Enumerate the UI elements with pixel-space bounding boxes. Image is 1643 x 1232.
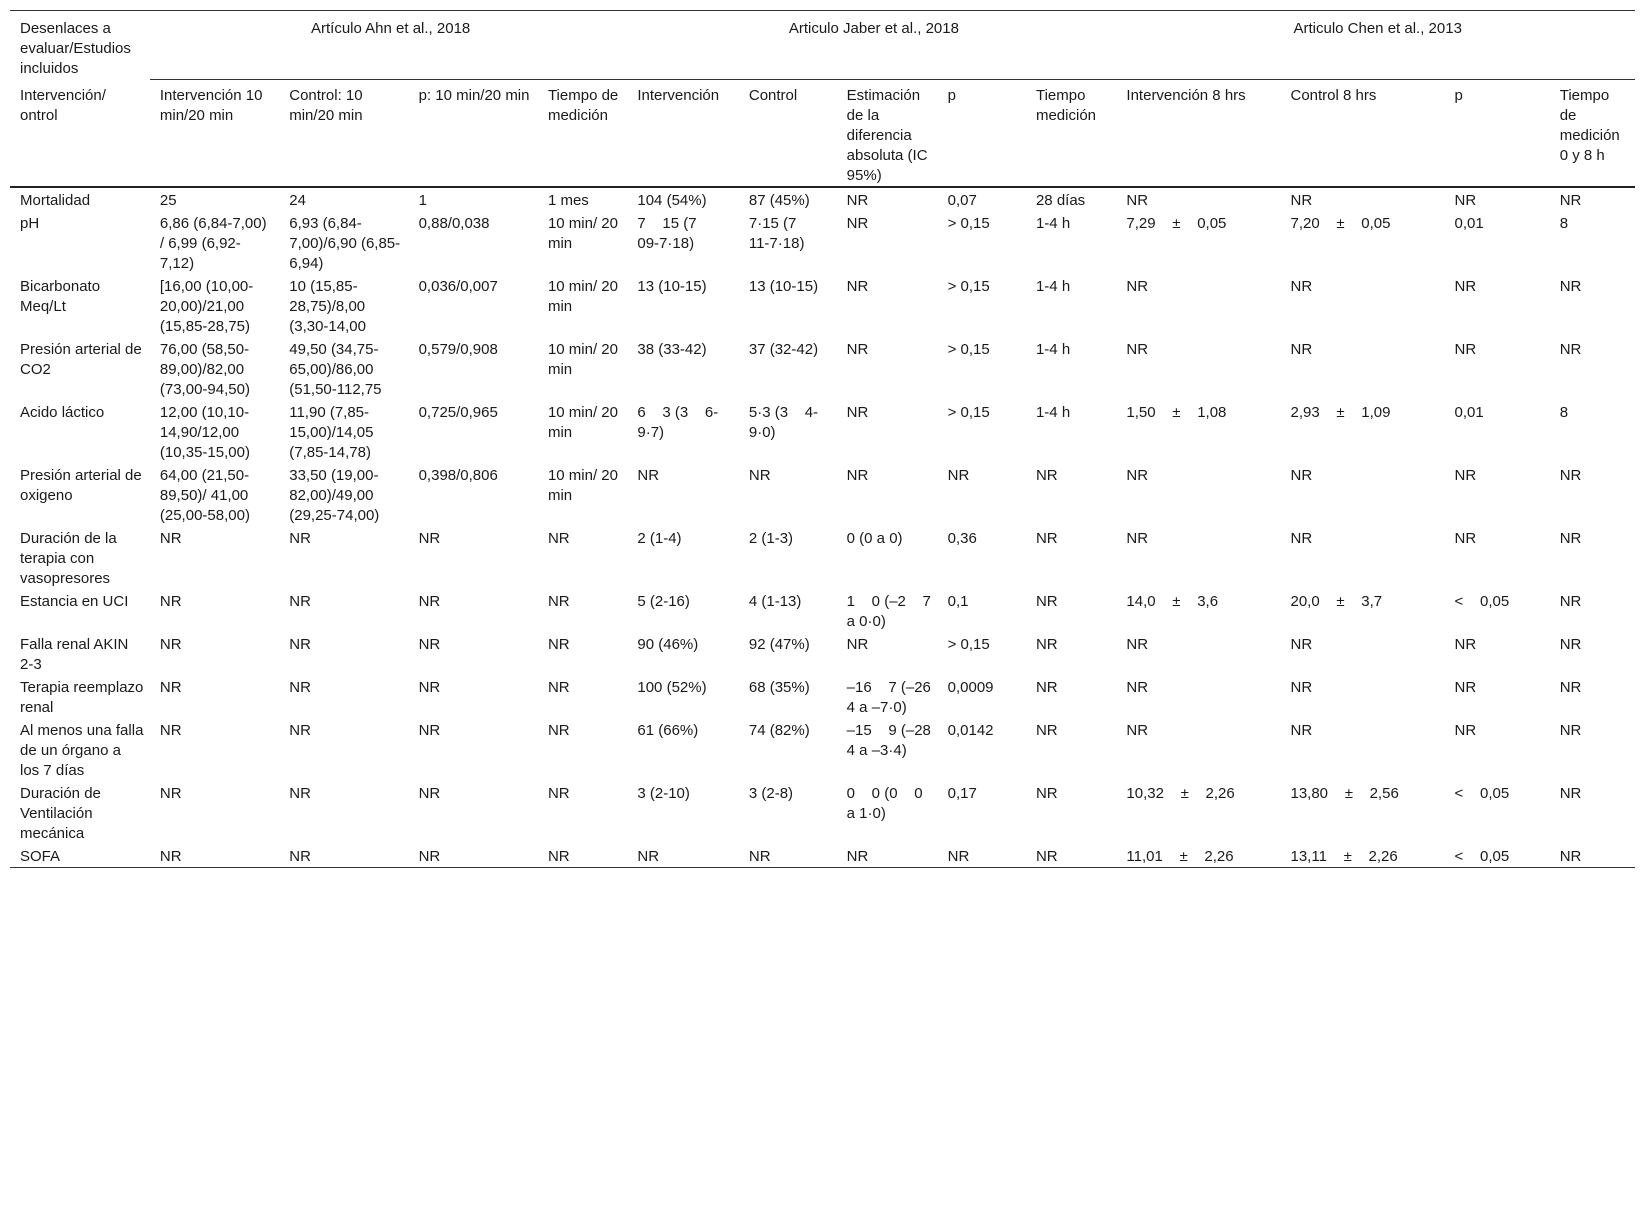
table-cell: NR [289,785,311,802]
table-cell: 92 (47%) [748,636,810,653]
row-label: Presión arterial de CO2 [20,341,142,378]
table-cell: NR [289,722,311,739]
table-cell: 68 (35%) [748,679,810,696]
table-cell: 1-4 h [1035,341,1071,358]
table-cell: 2,93 ± 1,09 [1290,404,1391,421]
table-cell: NR [1126,530,1149,547]
study-header-jaber: Articulo Jaber et al., 2018 [627,11,1116,80]
column-header: Intervención 10 min/20 min [150,80,279,188]
table-cell: 0,036/0,007 [418,278,498,295]
row-label: Duración de la terapia con vasopresores [20,530,117,587]
table-cell: 25 [159,192,177,209]
table-cell: NR [547,722,570,739]
table-cell: NR [1035,636,1058,653]
table-cell: 2 (1-4) [637,530,682,547]
table-cell: NR [1559,785,1582,802]
table-cell: > 0,15 [947,341,990,358]
table-cell: NR [1290,192,1313,209]
table-cell: NR [1126,636,1149,653]
table-cell: < 0,05 [1445,844,1550,868]
table-cell: 1-4 h [1035,215,1071,232]
table-cell: 33,50 (19,00-82,00)/49,00 (29,25-74,00) [289,467,380,524]
column-header: Control 8 hrs [1280,80,1444,188]
table-cell: NR [1559,593,1582,610]
column-header: Intervención [627,80,738,188]
table-row [10,400,1635,463]
table-cell: 20,0 ± 3,7 [1290,593,1383,610]
column-header: Tiempo de medición 0 y 8 h [1550,80,1635,188]
table-cell: NR [289,636,311,653]
header-row-studies [10,11,1635,80]
table-cell: NR [1559,341,1582,358]
table-cell: 0,725/0,965 [418,404,498,421]
table-cell: 0,88/0,038 [418,215,490,232]
table-cell: 87 (45%) [748,192,810,209]
results-table [10,10,1635,868]
table-row [10,844,1635,868]
table-cell: NR [1126,722,1149,739]
table-cell: 0,0142 [947,722,994,739]
table-cell: NR [1454,530,1477,547]
table-cell: 8 [1559,404,1569,421]
table-cell: 0 0 (0 0 a 1·0) [846,785,927,822]
table-cell: NR [547,679,570,696]
table-cell: NR [1290,467,1313,484]
table-cell: NR [846,215,869,232]
table-cell: 5 (2-16) [637,593,690,610]
table-cell: NR [846,341,869,358]
table-cell: 7·15 (7 11-7·18) [748,215,814,252]
table-cell: 13 (10-15) [637,278,707,295]
table-cell: NR [1035,722,1058,739]
table-cell: 13 (10-15) [748,278,819,295]
table-cell: 10 min/ 20 min [547,278,618,315]
table-cell: NR [1035,785,1058,802]
table-cell: NR [289,679,311,696]
header-row-columns [10,80,1635,188]
table-row [10,211,1635,274]
table-cell: 0,01 [1454,404,1484,421]
table-cell: 74 (82%) [748,722,810,739]
table-cell: NR [418,636,441,653]
table-row [10,589,1635,632]
table-cell: NR [739,844,837,868]
row-label: Falla renal AKIN 2-3 [20,636,129,673]
table-row [10,187,1635,211]
table-cell: NR [418,785,441,802]
table-cell: 7,20 ± 0,05 [1290,215,1391,232]
table-cell: 24 [289,192,306,209]
table-cell: 61 (66%) [637,722,699,739]
table-cell: NR [1035,679,1058,696]
table-cell: 10,32 ± 2,26 [1126,785,1235,802]
column-header: p: 10 min/20 min [409,80,538,188]
table-cell: NR [938,844,1026,868]
table-cell: < 0,05 [1454,785,1510,802]
table-cell: NR [1559,679,1582,696]
table-cell: 10 min/ 20 min [547,467,618,504]
column-header: Tiempo medición [1026,80,1116,188]
table-cell: NR [1290,278,1313,295]
row-label: Presión arterial de oxigeno [20,467,142,504]
table-cell: NR [1559,636,1582,653]
table-cell: 3 (2-8) [748,785,794,802]
table-cell: NR [1026,844,1116,868]
table-cell: NR [1126,278,1149,295]
table-cell: 1 0 (–2 7 a 0·0) [846,593,936,630]
table-cell: 0,36 [947,530,977,547]
table-row [10,632,1635,675]
row-label: Al menos una falla de un órgano a los 7 días [20,722,144,779]
table-cell: NR [547,636,570,653]
table-cell: NR [1454,341,1477,358]
table-cell: NR [1454,679,1477,696]
table-cell: –16 7 (–26 4 a –7·0) [846,679,948,716]
row-label: Acido láctico [20,404,105,421]
table-cell: > 0,15 [947,278,990,295]
table-cell: NR [627,844,738,868]
table-cell: 49,50 (34,75-65,00)/86,00 (51,50-112,75 [289,341,382,398]
table-cell: NR [1126,341,1149,358]
table-cell: NR [846,404,869,421]
table-cell: NR [1559,530,1582,547]
table-cell: 14,0 ± 3,6 [1126,593,1219,610]
table-cell: NR [159,722,182,739]
table-cell: NR [418,722,441,739]
table-cell: 0,398/0,806 [418,467,498,484]
column-header: Tiempo de medición [538,80,627,188]
table-cell: NR [1035,467,1058,484]
table-body [10,187,1635,868]
table-cell: 4 (1-13) [748,593,802,610]
row-label: Bicarbonato Meq/Lt [20,278,101,315]
column-header: Estimación de la diferencia absoluta (IC 95%) [837,80,938,188]
table-cell: 13,80 ± 2,56 [1290,785,1399,802]
table-cell: NR [1290,341,1313,358]
table-cell: 104 (54%) [637,192,707,209]
table-cell: NR [1559,722,1582,739]
table-cell: 3 (2-10) [637,785,690,802]
table-cell: 0,17 [947,785,977,802]
table-cell: NR [418,530,441,547]
row-label: Mortalidad [20,192,91,209]
row-label: pH [20,215,40,232]
table-cell: 0,1 [947,593,969,610]
column-header: Intervención 8 hrs [1116,80,1280,188]
table-cell: NR [538,844,627,868]
table-cell: [16,00 (10,00-20,00)/21,00 (15,85-28,75) [159,278,254,335]
table-cell: 90 (46%) [637,636,699,653]
table-cell: NR [837,844,938,868]
table-cell: 13,11 ± 2,26 [1280,844,1444,868]
table-cell: NR [418,679,441,696]
table-cell: NR [846,278,869,295]
row-label: SOFA [10,844,150,868]
table-cell: 5·3 (3 4-9·0) [748,404,819,441]
table-cell: NR [289,593,311,610]
table-cell: NR [1559,467,1582,484]
table-cell: NR [846,467,869,484]
table-cell: 37 (32-42) [748,341,819,358]
table-row [10,337,1635,400]
table-cell: NR [947,467,970,484]
column-header: Control [739,80,837,188]
study-header-chen: Articulo Chen et al., 2013 [1116,11,1635,80]
table-cell: NR [547,530,570,547]
table-cell: NR [409,844,538,868]
table-cell: 64,00 (21,50-89,50)/ 41,00 (25,00-58,00) [159,467,250,524]
table-cell: NR [637,467,660,484]
table-cell: NR [1559,192,1582,209]
table-cell: NR [1290,679,1313,696]
table-cell: 2 (1-3) [748,530,794,547]
table-cell: NR [289,530,311,547]
table-cell: NR [1550,844,1635,868]
table-cell: 1 mes [547,192,589,209]
table-cell: NR [1454,192,1477,209]
table-cell: NR [159,636,182,653]
table-cell: > 0,15 [947,636,990,653]
table-row [10,526,1635,589]
table-cell: –15 9 (–28 4 a –3·4) [846,722,948,759]
table-cell: NR [1559,278,1582,295]
table-cell: 1-4 h [1035,404,1071,421]
table-cell: 1,50 ± 1,08 [1126,404,1227,421]
table-cell: NR [748,467,771,484]
study-header-ahn: Artículo Ahn et al., 2018 [150,11,628,80]
table-cell: NR [150,844,279,868]
table-cell: 12,00 (10,10-14,90/12,00 (10,35-15,00) [159,404,250,461]
table-cell: 10 min/ 20 min [547,215,618,252]
table-cell: NR [1035,530,1058,547]
table-row [10,718,1635,781]
table-cell: > 0,15 [947,404,990,421]
table-row [10,463,1635,526]
table-cell: 0,01 [1454,215,1484,232]
column-header: p [938,80,1026,188]
table-cell: 100 (52%) [637,679,707,696]
table-cell: NR [159,785,182,802]
table-cell: NR [547,785,570,802]
table-cell: NR [1454,636,1477,653]
table-cell: 1-4 h [1035,278,1071,295]
table-cell: NR [1126,467,1149,484]
table-row [10,274,1635,337]
column-header: Control: 10 min/20 min [279,80,408,188]
table-cell: NR [1290,530,1313,547]
table-cell: 76,00 (58,50-89,00)/82,00 (73,00-94,50) [159,341,250,398]
outcomes-header: Desenlaces a evaluar/Estudios incluidos [10,11,150,80]
table-cell: 6 3 (3 6-9·7) [637,404,719,441]
table-cell: 0 (0 a 0) [846,530,903,547]
table-cell: NR [1126,192,1149,209]
table-cell: 1 [418,192,427,209]
table-cell: 0,579/0,908 [418,341,498,358]
table-cell: NR [1454,467,1477,484]
table-cell: NR [159,530,182,547]
table-cell: 10 (15,85-28,75)/8,00 (3,30-14,00 [289,278,366,335]
results-table-container [10,10,1635,868]
table-cell: 10 min/ 20 min [547,404,618,441]
table-row [10,781,1635,844]
table-cell: 0,0009 [947,679,994,696]
table-cell: 7 15 (7 09-7·18) [637,215,714,252]
table-cell: NR [159,679,182,696]
row-label: Estancia en UCI [20,593,129,610]
table-cell: NR [846,192,869,209]
row-label: Terapia reemplazo renal [20,679,144,716]
table-cell: 6,86 (6,84-7,00) / 6,99 (6,92-7,12) [159,215,267,272]
table-cell: 6,93 (6,84-7,00)/6,90 (6,85-6,94) [289,215,401,272]
row-label: Duración de Ventilación mecánica [20,785,101,842]
table-cell: NR [418,593,441,610]
table-cell: NR [1290,722,1313,739]
table-cell: > 0,15 [947,215,990,232]
intervention-control-header: Intervención/ ontrol [10,80,150,188]
table-cell: < 0,05 [1454,593,1510,610]
table-cell: 38 (33-42) [637,341,707,358]
table-cell: 11,01 ± 2,26 [1116,844,1280,868]
table-cell: NR [279,844,408,868]
table-cell: 8 [1559,215,1569,232]
table-cell: NR [547,593,570,610]
table-cell: 7,29 ± 0,05 [1126,215,1227,232]
table-cell: NR [846,636,869,653]
table-cell: NR [1035,593,1058,610]
table-cell: 10 min/ 20 min [547,341,618,378]
table-cell: 28 días [1035,192,1086,209]
column-header: p [1445,80,1550,188]
table-cell: NR [159,593,182,610]
table-cell: NR [1454,278,1477,295]
table-cell: NR [1126,679,1149,696]
table-cell: NR [1454,722,1477,739]
table-cell: NR [1290,636,1313,653]
table-cell: 11,90 (7,85-15,00)/14,05 (7,85-14,78) [289,404,374,461]
table-row [10,675,1635,718]
table-cell: 0,07 [947,192,977,209]
